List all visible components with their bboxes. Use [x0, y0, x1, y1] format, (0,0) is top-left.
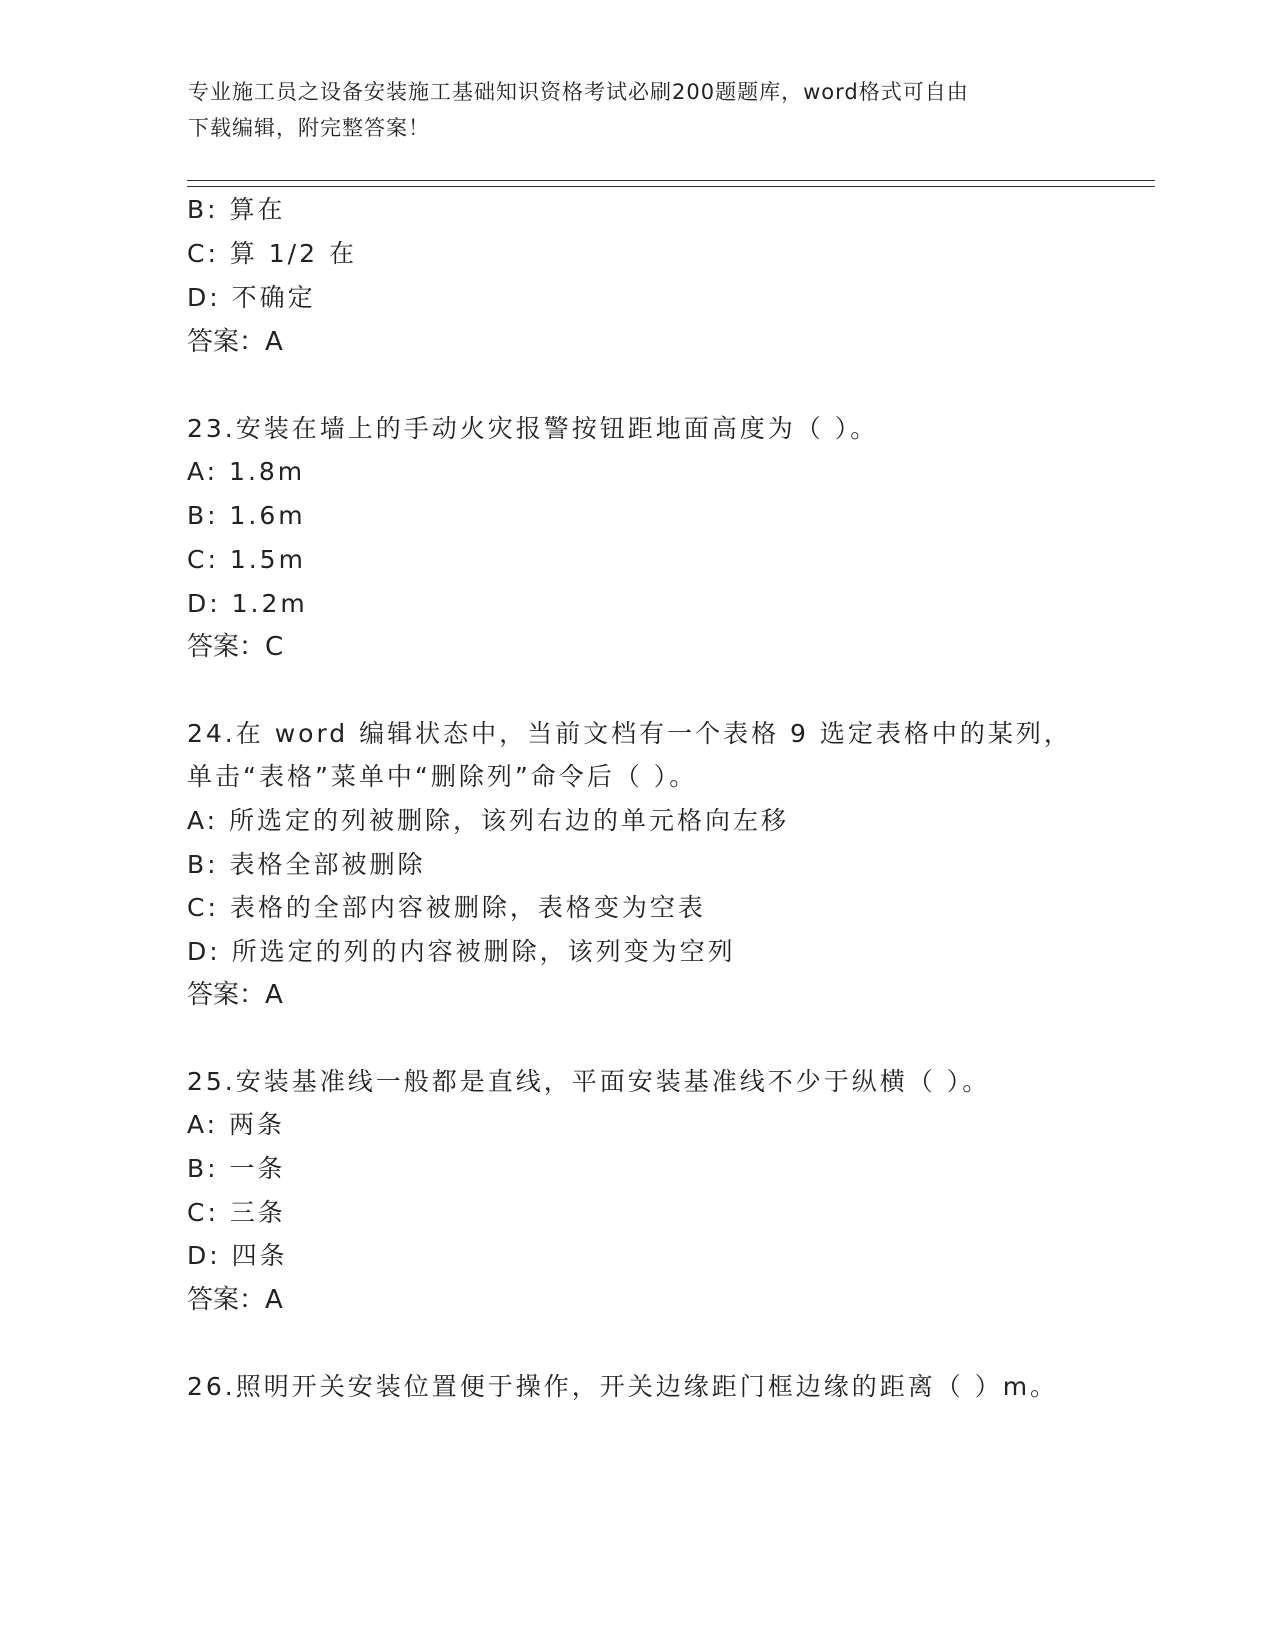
q23-option-a: A: 1.8m: [187, 457, 306, 486]
header-rule-top: [187, 180, 1155, 181]
q24-option-c: C: 表格的全部内容被删除，表格变为空表: [187, 893, 706, 922]
q23-option-c: C: 1.5m: [187, 545, 306, 574]
q23-answer: 答案：C: [187, 632, 284, 662]
header-line-1: 专业施工员之设备安装施工基础知识资格考试必刷200题题库，word格式可自由: [188, 80, 969, 104]
q22-option-b: B: 算在: [187, 195, 286, 224]
q23-option-d: D: 1.2m: [187, 589, 308, 618]
q25-option-c: C: 三条: [187, 1198, 286, 1227]
q25-option-b: B: 一条: [187, 1154, 286, 1183]
document-header: [188, 74, 1088, 146]
q26-question: 26.照明开关安装位置便于操作，开关边缘距门框边缘的距离（ ）m。: [187, 1372, 1059, 1401]
q22-option-c: C: 算 1/2 在: [187, 239, 357, 268]
q23-option-b: B: 1.6m: [187, 501, 306, 530]
q23-question: 23.安装在墙上的手动火灾报警按钮距地面高度为（ ）。: [187, 414, 879, 443]
q24-question-line-2: 单击“表格”菜单中“删除列”命令后（ ）。: [187, 762, 698, 791]
q25-option-a: A: 两条: [187, 1110, 286, 1139]
q25-question: 25.安装基准线一般都是直线，平面安装基准线不少于纵横（ ）。: [187, 1067, 991, 1096]
q22-answer: 答案：A: [187, 327, 283, 357]
q24-question-line-1: 24.在 word 编辑状态中，当前文档有一个表格 9 选定表格中的某列，: [187, 719, 1072, 748]
q25-answer: 答案：A: [187, 1285, 283, 1315]
q22-option-d: D: 不确定: [187, 283, 316, 312]
q24-option-b: B: 表格全部被删除: [187, 850, 426, 879]
header-line-2: 下载编辑，附完整答案！: [188, 116, 430, 140]
q24-option-d: D: 所选定的列的内容被删除，该列变为空列: [187, 937, 736, 966]
q25-option-d: D: 四条: [187, 1241, 288, 1270]
q24-option-a: A: 所选定的列被删除，该列右边的单元格向左移: [187, 806, 790, 835]
q24-answer: 答案：A: [187, 980, 283, 1010]
header-rule-bottom: [187, 186, 1155, 187]
